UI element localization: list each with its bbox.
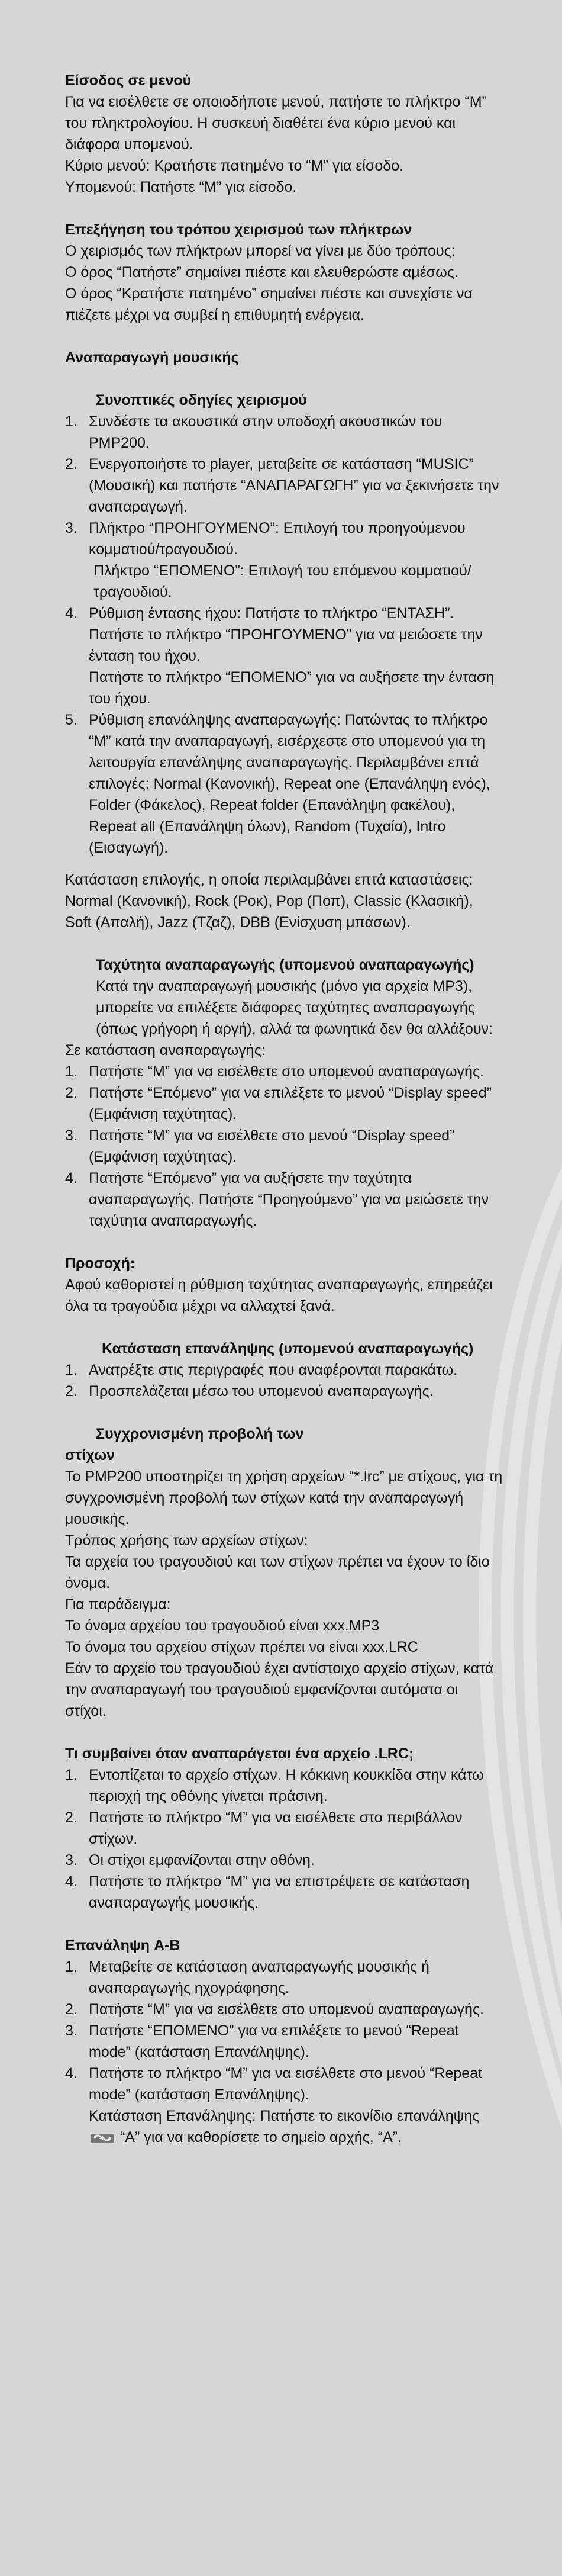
lrc-list <box>65 1764 503 1913</box>
speed-title: Ταχύτητα αναπαραγωγής (υπομενού αναπαραγωγής) <box>96 957 474 973</box>
ab-title: Επανάληψη A-B <box>65 1937 180 1954</box>
lyrics-text: Το όνομα του αρχείου στίχων πρέπει να είναι xxx.LRC <box>65 1639 418 1655</box>
eq-modes-text: Κατάσταση επιλογής, η οποία περιλαμβάνει επτά καταστάσεις: Normal (Κανονική), Rock (Ροκ), Pop (Ποπ), Classic (Κλασική), Soft (Απαλή), Jazz (Τζαζ), DBB (Ενίσχυση μπάσων). <box>65 871 473 931</box>
speed-intro: Κατά την αναπαραγωγή μουσικής (μόνο για αρχεία MP3), μπορείτε να επιλέξετε διάφορες ταχύτητες αναπαραγωγής (όπως γρήγορη ή αργή), αλλά τα φωνητικά δεν θα αλλάξουν: <box>96 978 493 1037</box>
list-item: 1. Μεταβείτε σε κατάσταση αναπαραγωγής μουσικής ή αναπαραγωγής ηχογράφησης. <box>65 1958 429 1996</box>
menu-entry-text: Για να εισέλθετε σε οποιοδήποτε μενού, πατήστε το πλήκτρο “M” του πληκτρολογίου. Η συσκευή διαθέτει ένα κύριο μενού και διάφορα υπομενού. <box>65 94 487 153</box>
list-item: 4. Πατήστε το πλήκτρο “M” για να επιστρέψετε σε κατάσταση αναπαραγωγής μουσικής. <box>65 1873 470 1911</box>
list-item: 1. Εντοπίζεται το αρχείο στίχων. Η κόκκινη κουκκίδα στην κάτω περιοχή της οθόνης γίνεται πράσινη. <box>65 1767 484 1805</box>
section-ab-repeat <box>65 1935 503 2148</box>
quick-guide-list <box>65 411 503 858</box>
manual-page <box>65 70 503 2169</box>
quick-guide-title: Συνοπτικές οδηγίες χειρισμού <box>96 392 307 409</box>
list-item: 3. Πατήστε “ΕΠΟΜΕΝΟ” για να επιλέξετε το μενού “Repeat mode” (κατάσταση Επανάληψης). <box>65 2022 459 2060</box>
section-lyrics <box>65 1423 503 1722</box>
list-item: 4. Πατήστε “Επόμενο” για να αυξήσετε την ταχύτητα αναπαραγωγής. Πατήστε “Προηγούμενο” για να μειώσετε την ταχύτητα αναπαραγωγής. <box>65 1170 489 1229</box>
speed-list <box>65 1061 503 1231</box>
section-key-operation <box>65 219 503 326</box>
list-item: 4. Πατήστε το πλήκτρο “M” για να εισέλθετε στο μενού “Repeat mode” (κατάσταση Επανάληψης). Κατάσταση Επανάληψης: Πατήστε το εικονίδιο επανάληψης “A” για να καθορίσετε το σημείο αρχής, “A”. <box>65 2065 483 2146</box>
list-item: 1. Συνδέστε τα ακουστικά στην υποδοχή ακουστικών του PMP200. <box>65 413 443 451</box>
repeat-mode-list <box>65 1359 503 1402</box>
key-operation-title: Επεξήγηση του τρόπου χειρισμού των πλήκτρων <box>65 221 412 238</box>
lyrics-text: Εάν το αρχείο του τραγουδιού έχει αντίστοιχο αρχείο στίχων, κατά την αναπαραγωγή του τραγουδιού εμφανίζονται αυτόματα οι στίχοι. <box>65 1660 494 1719</box>
section-lrc <box>65 1743 503 1913</box>
lyrics-text: Τρόπος χρήσης των αρχείων στίχων: <box>65 1532 308 1549</box>
lyrics-text: To PMP200 υποστηρίζει τη χρήση αρχείων “*.lrc” με στίχους, για τη συγχρονισμένη προβολή των στίχων κατά την αναπαραγωγή μουσικής. <box>65 1468 503 1527</box>
repeat-mode-title: Κατάσταση επανάληψης (υπομενού αναπαραγωγής) <box>102 1340 474 1357</box>
repeat-instruction-text: Κατάσταση Επανάληψης: Πατήστε το εικονίδιο επανάληψης <box>89 2108 480 2124</box>
key-operation-text: Ο χειρισμός των πλήκτρων μπορεί να γίνει με δύο τρόπους: <box>65 243 456 259</box>
list-item: 2. Πατήστε “M” για να εισέλθετε στο υπομενού αναπαραγωγής. <box>65 2001 484 2018</box>
lrc-title: Τι συμβαίνει όταν αναπαράγεται ένα αρχείο .LRC; <box>65 1745 414 1762</box>
list-item: 3. Πλήκτρο “ΠΡΟΗΓΟΥΜΕΝΟ”: Επιλογή του προηγούμενου κομματιού/τραγουδιού. Πλήκτρο “ΕΠΟΜΕΝΟ”: Επιλογή του επόμενου κομματιού/τραγουδιού. <box>65 520 471 600</box>
attention-title: Προσοχή: <box>65 1255 135 1272</box>
section-repeat-mode <box>65 1338 503 1402</box>
repeat-instruction-text-cont: “A” για να καθορίσετε το σημείο αρχής, “A”. <box>119 2129 402 2146</box>
speed-lead: Σε κατάσταση αναπαραγωγής: <box>65 1042 266 1059</box>
list-item: 4. Ρύθμιση έντασης ήχου: Πατήστε το πλήκτρο “ΕΝΤΑΣΗ”. Πατήστε το πλήκτρο “ΠΡΟΗΓΟΥΜΕΝΟ” για να μειώσετε την ένταση του ήχου. Πατήστε το πλήκτρο “ΕΠΟΜΕΝΟ” για να αυξήσετε την ένταση του ήχου. <box>65 605 495 707</box>
list-item: 1. Πατήστε “M” για να εισέλθετε στο υπομενού αναπαραγωγής. <box>65 1063 484 1080</box>
list-item: 5. Ρύθμιση επανάληψης αναπαραγωγής: Πατώντας το πλήκτρο “M” κατά την αναπαραγωγή, εισέρχεστε στο υπομενού για τη λειτουργία επανάληψης αναπαραγωγής. Περιλαμβάνει επτά επιλογές: Normal (Κανονική), Repeat one (Επανάληψη ενός), Folder (Φάκελος), Repeat folder (Επανάληψη φακέλου), Repeat all (Επανάληψη όλων), Random (Τυχαία), Intro (Εισαγωγή). <box>65 712 490 856</box>
list-item: 1. Ανατρέξτε στις περιγραφές που αναφέρονται παρακάτω. <box>65 1362 458 1378</box>
hold-definition: Ο όρος “Κρατήστε πατημένο” σημαίνει πιέστε και συνεχίστε να πιέζετε μέχρι να συμβεί η επιθυμητή ενέργεια. <box>65 285 473 323</box>
list-item: 2. Προσπελάζεται μέσω του υπομενού αναπαραγωγής. <box>65 1383 434 1400</box>
list-item: 3. Πατήστε “M” για να εισέλθετε στο μενού “Display speed” (Εμφάνιση ταχύτητας). <box>65 1127 455 1165</box>
lyrics-title-cont: στίχων <box>65 1447 115 1464</box>
list-item: 2. Πατήστε το πλήκτρο “M” για να εισέλθετε στο περιβάλλον στίχων. <box>65 1809 463 1847</box>
list-item: 2. Πατήστε “Επόμενο” για να επιλέξετε το μενού “Display speed” (Εμφάνιση ταχύτητας). <box>65 1085 492 1123</box>
section-music-playback <box>65 347 503 858</box>
press-definition: Ο όρος “Πατήστε” σημαίνει πιέστε και ελευθερώστε αμέσως. <box>65 264 458 281</box>
music-playback-title: Αναπαραγωγή μουσικής <box>65 349 239 366</box>
lyrics-title: Συγχρονισμένη προβολή των <box>96 1426 304 1442</box>
list-item: 3. Οι στίχοι εμφανίζονται στην οθόνη. <box>65 1852 315 1869</box>
section-menu-entry <box>65 70 503 198</box>
section-speed <box>65 954 503 1231</box>
lyrics-text: Για παράδειγμα: <box>65 1596 171 1613</box>
section-attention <box>65 1253 503 1317</box>
main-menu-text: Κύριο μενού: Κρατήστε πατημένο το “M” για είσοδο. <box>65 157 404 174</box>
repeat-icon <box>89 2130 116 2146</box>
submenu-text: Υπομενού: Πατήστε “M” για είσοδο. <box>65 179 297 195</box>
lyrics-text: Τα αρχεία του τραγουδιού και των στίχων πρέπει να έχουν το ίδιο όνομα. <box>65 1554 490 1591</box>
menu-entry-title: Είσοδος σε μενού <box>65 72 192 89</box>
lyrics-text: Το όνομα αρχείου του τραγουδιού είναι xxx.MP3 <box>65 1617 380 1634</box>
list-item: 2. Ενεργοποιήστε το player, μεταβείτε σε κατάσταση “MUSIC” (Μουσική) και πατήστε “ΑΝΑΠΑΡΑΓΩΓΗ” για να ξεκινήσετε την αναπαραγωγή. <box>65 456 499 515</box>
ab-list <box>65 1956 503 2148</box>
attention-text: Αφού καθοριστεί η ρύθμιση ταχύτητας αναπαραγωγής, επηρεάζει όλα τα τραγούδια μέχρι να αλλαχτεί ξανά. <box>65 1276 493 1314</box>
